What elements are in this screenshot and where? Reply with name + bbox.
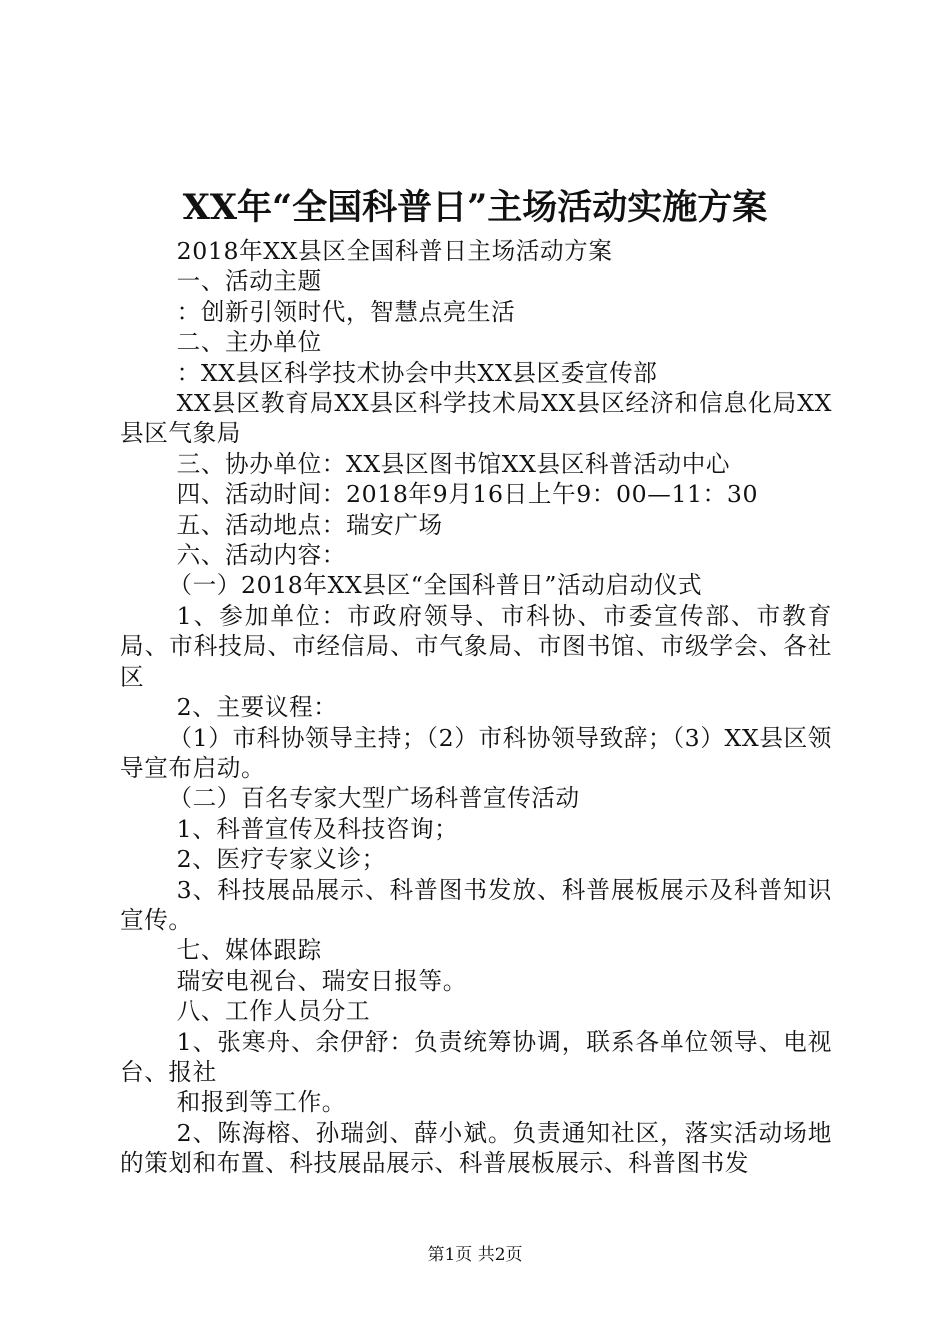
list-item: 3、科技展品展示、科普图书发放、科普展板展示及科普知识宣传。	[120, 875, 832, 934]
section-heading: 七、媒体跟踪	[176, 936, 322, 965]
list-item: 1、参加单位：市政府领导、市科协、市委宣传部、市教育局、市科技局、市经信局、市气象局、市图书馆、市级学会、各社区	[120, 601, 832, 691]
paragraph: 瑞安电视台、瑞安日报等。	[176, 966, 467, 995]
page-number-footer: 第1页 共2页	[427, 1245, 523, 1265]
list-item: 2、陈海榕、孙瑞剑、薛小斌。负责通知社区，落实活动场地的策划和布置、科技展品展示、科普展板展示、科普图书发	[120, 1118, 832, 1178]
subsection-heading: （一）2018年XX县区“全国科普日”活动启动仪式	[168, 571, 703, 600]
section-heading: 六、活动内容：	[176, 541, 346, 570]
paragraph: 和报到等工作。	[176, 1088, 346, 1117]
document-title: XX年“全国科普日”主场活动实施方案	[182, 187, 768, 228]
paragraph: （1）市科协领导主持；（2）市科协领导致辞；（3）XX县区领导宣布启动。	[120, 723, 832, 782]
paragraph: ：XX县区科学技术协会中共XX县区委宣传部	[176, 358, 658, 387]
list-item: 1、科普宣传及科技咨询；	[176, 814, 459, 843]
section-heading: 四、活动时间：2018年9月16日上午9：00—11：30	[176, 480, 759, 509]
paragraph: XX县区教育局XX县区科学技术局XX县区经济和信息化局XX县区气象局	[120, 389, 832, 448]
paragraph: ：创新引领时代，智慧点亮生活	[176, 297, 516, 326]
paragraph: 2018年XX县区全国科普日主场活动方案	[176, 237, 613, 265]
document-body	[120, 236, 832, 1179]
list-item: 2、医疗专家义诊；	[176, 845, 386, 874]
section-heading: 三、协办单位：XX县区图书馆XX县区科普活动中心	[176, 449, 731, 478]
list-item: 2、主要议程：	[176, 693, 338, 722]
section-heading: 一、活动主题	[176, 267, 322, 296]
section-heading: 二、主办单位	[176, 328, 322, 357]
section-heading: 八、工作人员分工	[176, 997, 371, 1026]
subsection-heading: （二）百名专家大型广场科普宣传活动	[168, 784, 580, 813]
list-item: 1、张寒舟、余伊舒：负责统筹协调，联系各单位领导、电视台、报社	[120, 1027, 832, 1086]
section-heading: 五、活动地点：瑞安广场	[176, 510, 443, 539]
